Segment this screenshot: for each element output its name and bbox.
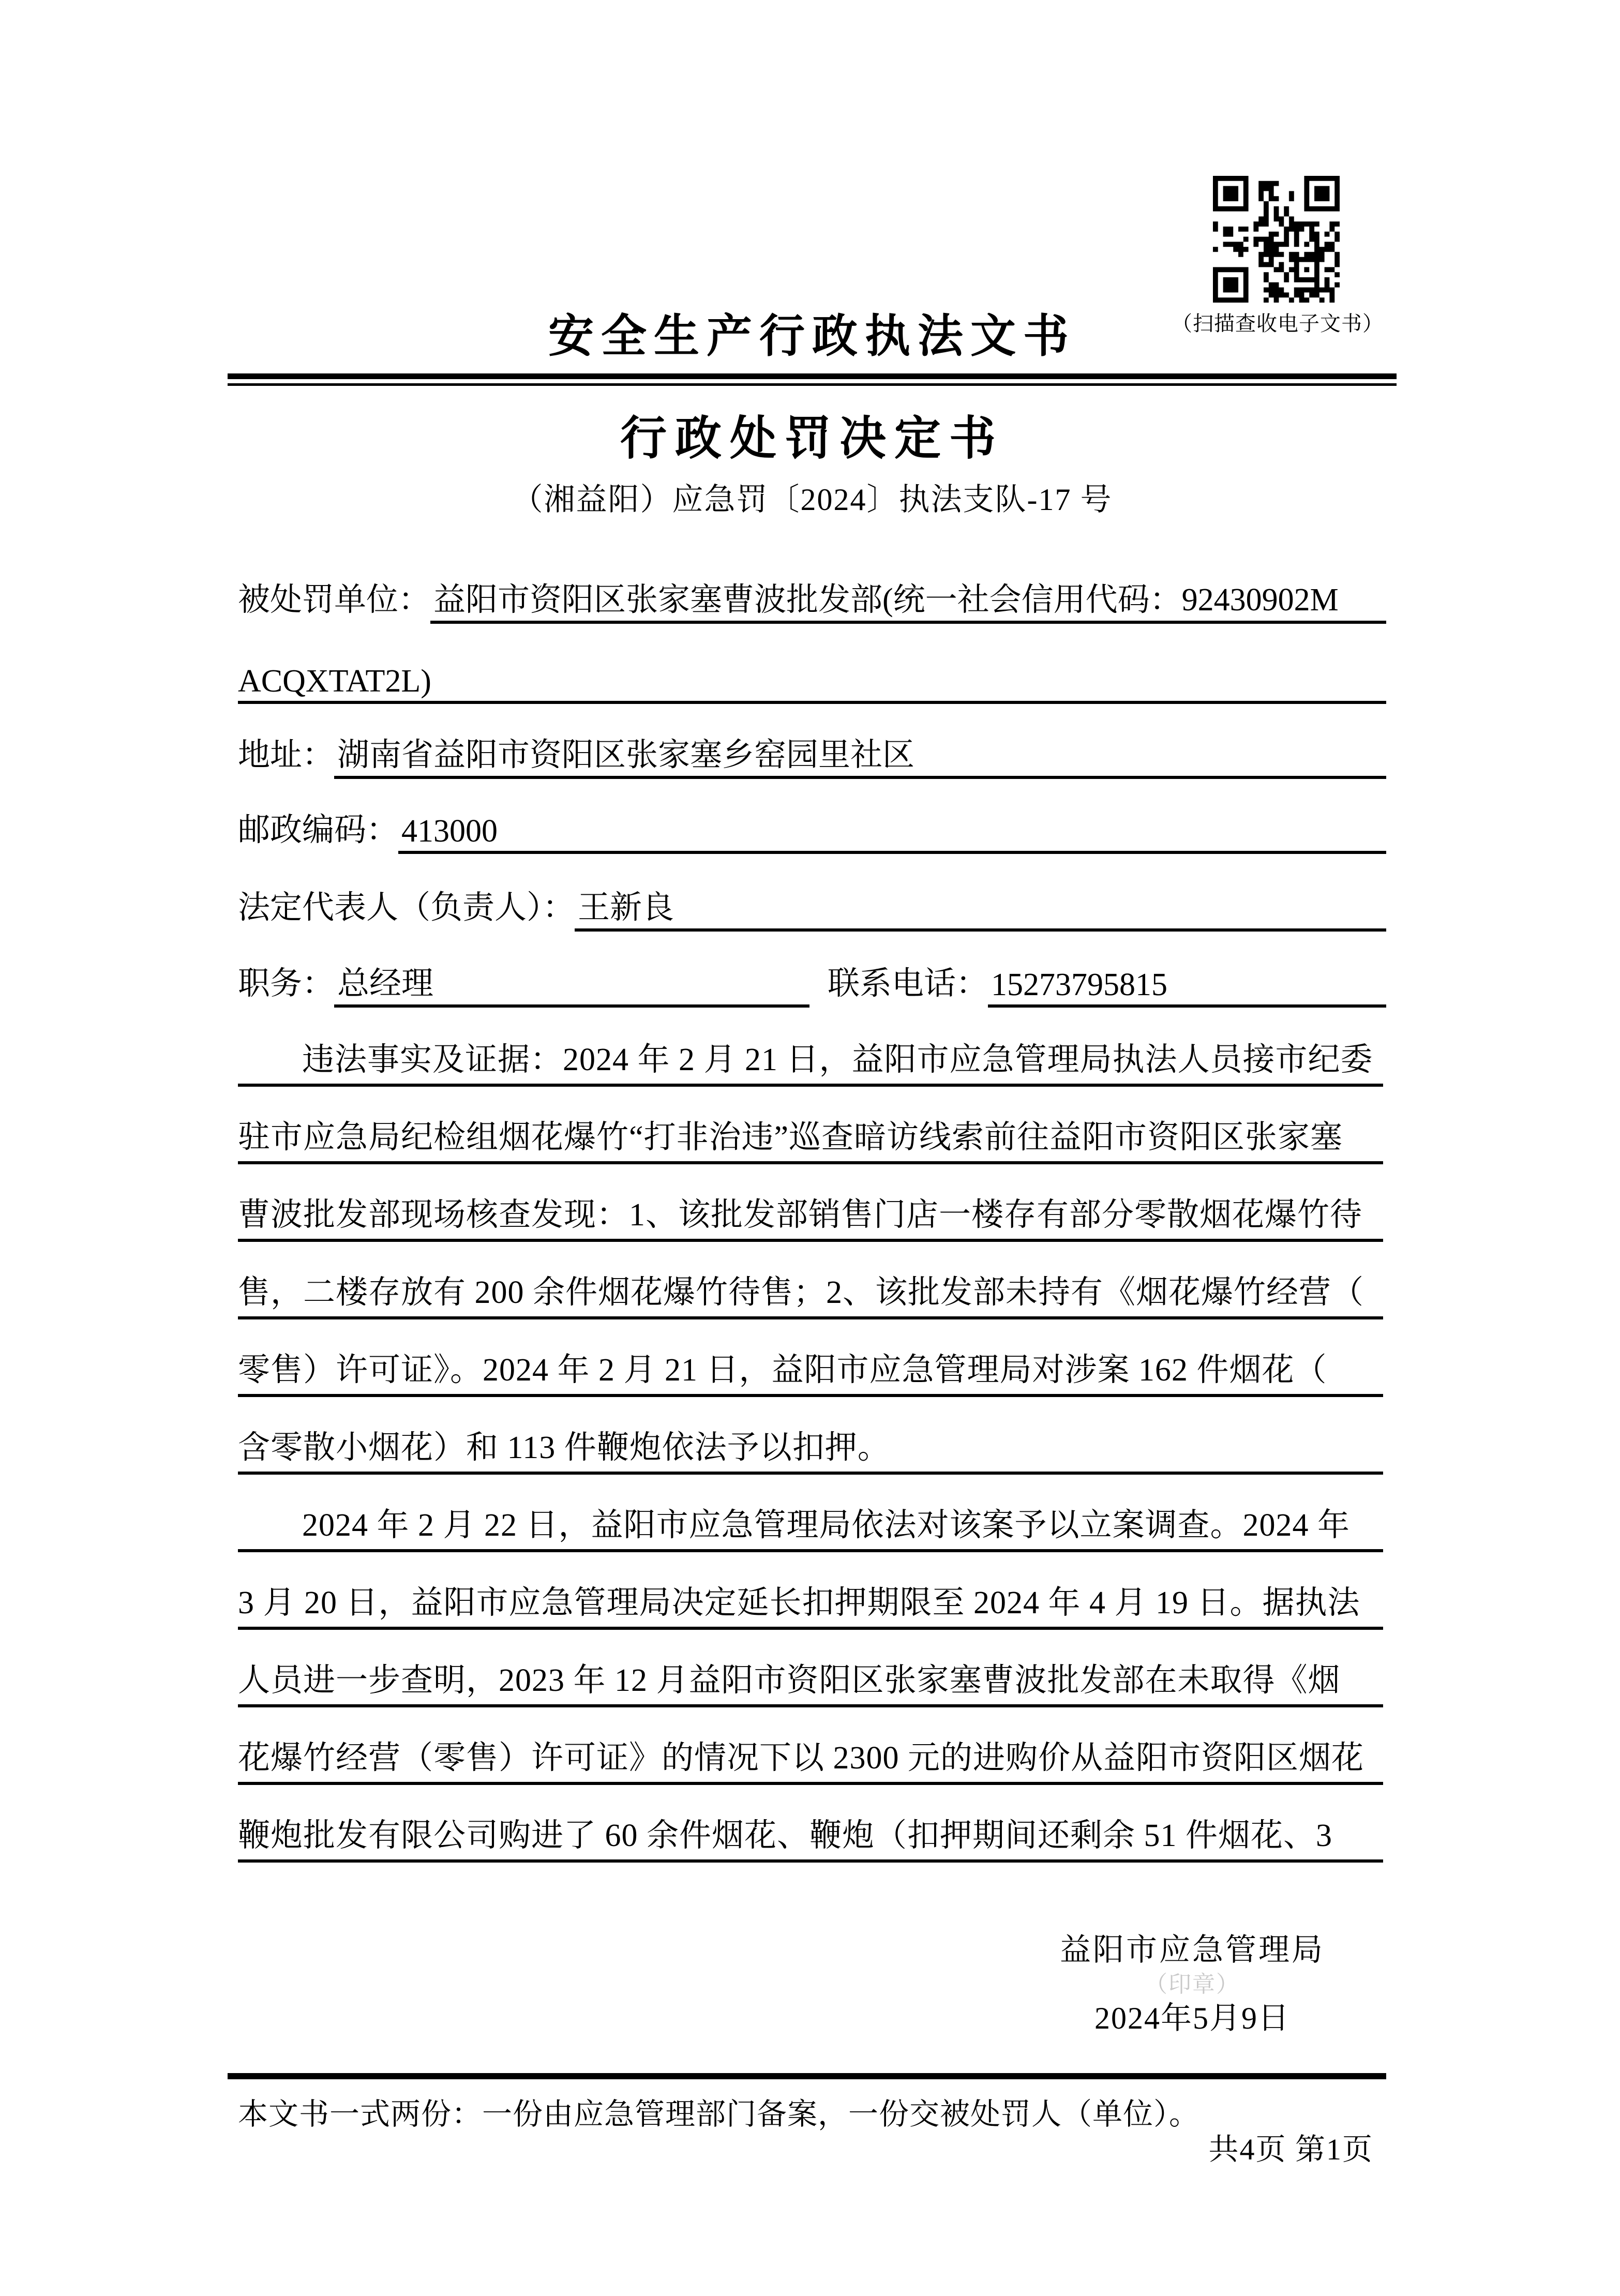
qr-code (1213, 176, 1340, 303)
seal-placeholder: （印章） (1145, 1972, 1240, 1997)
body-line: 零售）许可证》。2024 年 2 月 21 日，益阳市应急管理局对涉案 162 件烟花（ (238, 1316, 1383, 1397)
body-line: 售，二楼存放有 200 余件烟花爆竹待售；2、该批发部未持有《烟花爆竹经营（ (238, 1238, 1383, 1319)
address-value: 湖南省益阳市资阳区张家塞乡窑园里社区 (334, 729, 1386, 779)
field-address (238, 736, 1386, 779)
field-position-and-phone (238, 964, 1386, 1008)
field-phone (828, 957, 1386, 1008)
field-penalized-unit (238, 580, 1386, 624)
field-postcode (238, 811, 1386, 854)
field-penalized-unit-continued (238, 661, 1386, 704)
body-line: 鞭炮批发有限公司购进了 60 余件烟花、鞭炮（扣押期间还剩余 51 件烟花、3 (238, 1781, 1383, 1863)
body-line: 3 月 20 日，益阳市应急管理局决定延长扣押期限至 2024 年 4 月 19 日。据执法 (238, 1549, 1383, 1630)
legal-representative-value: 王新良 (575, 881, 1386, 932)
position-label: 职务： (238, 966, 335, 1001)
qr-caption: （扫描查收电子文书） (1172, 312, 1384, 335)
body-line: 含零散小烟花）和 113 件鞭炮依法予以扣押。 (238, 1393, 1383, 1475)
field-legal-representative (238, 888, 1386, 932)
phone-label: 联系电话： (828, 966, 988, 1001)
postcode-label: 邮政编码： (238, 813, 399, 848)
body-line: 曹波批发部现场核查发现：1、该批发部销售门店一楼存有部分零散烟花爆竹待 (238, 1161, 1383, 1242)
postcode-value: 413000 (398, 813, 1386, 854)
issue-date: 2024年5月9日 (1094, 2001, 1290, 2035)
document-number: （湘益阳）应急罚〔2024〕执法支队-17 号 (512, 483, 1113, 517)
page-number: 共4页 第1页 (1208, 2133, 1373, 2166)
issuing-agency: 益阳市应急管理局 (1060, 1933, 1325, 1967)
penalized-unit-value: 益阳市资阳区张家塞曹波批发部(统一社会信用代码：92430902M (430, 574, 1386, 624)
body-line: 花爆竹经营（零售）许可证》的情况下以 2300 元的进购价从益阳市资阳区烟花 (238, 1704, 1383, 1785)
penalized-unit-value-continued: ACQXTAT2L) (238, 663, 1386, 704)
position-value: 总经理 (334, 957, 809, 1008)
body-line: 驻市应急局纪检组烟花爆竹“打非治违”巡查暗访线索前往益阳市资阳区张家塞 (238, 1083, 1383, 1164)
address-label: 地址： (238, 738, 335, 773)
header-divider-thin (228, 383, 1397, 386)
document-category-title: 安全生产行政执法文书 (548, 312, 1076, 362)
body-line: 违法事实及证据：2024 年 2 月 21 日，益阳市应急管理局执法人员接市纪委 (238, 1006, 1383, 1087)
header-divider-thick (228, 373, 1397, 379)
body-line: 2024 年 2 月 22 日，益阳市应急管理局依法对该案予以立案调查。2024 年 (238, 1471, 1383, 1552)
footer-copies-note: 本文书一式两份：一份由应急管理部门备案，一份交被处罚人（单位）。 (238, 2097, 1200, 2131)
legal-representative-label: 法定代表人（负责人）： (238, 890, 575, 925)
field-position (238, 957, 809, 1008)
penalized-unit-label: 被处罚单位： (238, 582, 431, 618)
body-line: 人员进一步查明，2023 年 12 月益阳市资阳区张家塞曹波批发部在未取得《烟 (238, 1626, 1383, 1707)
phone-value: 15273795815 (988, 967, 1386, 1008)
footer-divider (228, 2073, 1386, 2079)
page-title: 行政处罚决定书 (620, 413, 1004, 464)
